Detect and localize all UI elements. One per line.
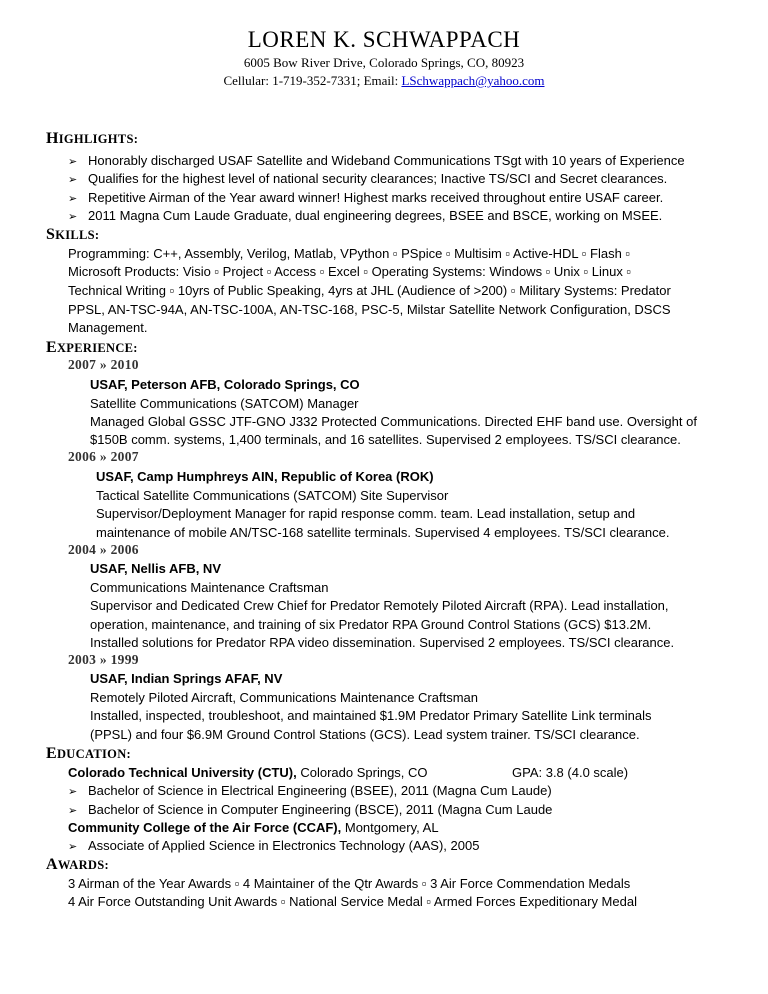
skills-heading: SKILLS: bbox=[46, 226, 100, 243]
skills-line: Management. bbox=[68, 320, 148, 335]
list-item: ➢ Bachelor of Science in Electrical Engineering (BSEE), 2011 (Magna Cum Laude) bbox=[68, 783, 552, 798]
job-org: USAF, Camp Humphreys AIN, Republic of Korea (ROK) bbox=[96, 469, 434, 484]
job-title: Remotely Piloted Aircraft, Communications Maintenance Craftsman bbox=[90, 690, 478, 705]
experience-heading: EXPERIENCE: bbox=[46, 339, 138, 356]
job-desc: $150B comm. systems, 1,400 terminals, and 16 satellites. Supervised 2 employees. TS/SCI clearance. bbox=[90, 432, 681, 447]
school-line bbox=[68, 764, 428, 782]
job-desc: Installed solutions for Predator RPA video dissemination. Supervised 2 employees. TS/SCI clearance. bbox=[90, 635, 675, 650]
job-org: USAF, Indian Springs AFAF, NV bbox=[90, 671, 283, 686]
skills-line: Microsoft Products: Visio ▫ Project ▫ Access ▫ Excel ▫ Operating Systems: Windows ▫ Unix ▫ Linux ▫ bbox=[68, 264, 632, 279]
awards-heading: AWARDS: bbox=[46, 856, 109, 873]
job-dates: 2004 » 2006 bbox=[68, 542, 139, 557]
awards-line: 4 Air Force Outstanding Unit Awards ▫ National Service Medal ▫ Armed Forces Expeditionary Medal bbox=[68, 894, 637, 909]
skills-line: PPSL, AN-TSC-94A, AN-TSC-100A, AN-TSC-168, PSC-5, Milstar Satellite Network Configuration, DSCS bbox=[68, 302, 671, 317]
job-dates: 2007 » 2010 bbox=[68, 357, 139, 372]
list-item: ➢ Bachelor of Science in Computer Engineering (BSCE), 2011 (Magna Cum Laude bbox=[68, 802, 553, 817]
awards-line: 3 Airman of the Year Awards ▫ 4 Maintainer of the Qtr Awards ▫ 3 Air Force Commendation Medals bbox=[68, 876, 631, 891]
list-item: ➢ Associate of Applied Science in Electronics Technology (AAS), 2005 bbox=[68, 838, 480, 853]
resume-header bbox=[0, 0, 768, 90]
job-desc: Supervisor and Dedicated Crew Chief for Predator Remotely Piloted Aircraft (RPA). Lead installation, bbox=[90, 598, 669, 613]
job-desc: Installed, inspected, troubleshoot, and maintained $1.9M Predator Primary Satellite Link terminals bbox=[90, 708, 652, 723]
school-location: Colorado Springs, CO bbox=[296, 765, 428, 780]
school-line bbox=[68, 819, 439, 837]
list-item: ➢ Honorably discharged USAF Satellite and Wideband Communications TSgt with 10 years of Experience bbox=[68, 153, 685, 168]
list-item: ➢ 2011 Magna Cum Laude Graduate, dual engineering degrees, BSEE and BSCE, working on MSEE. bbox=[68, 208, 663, 223]
job-title: Communications Maintenance Craftsman bbox=[90, 580, 329, 595]
job-desc: Managed Global GSSC JTF-GNO J332 Protected Communications. Directed EHF band use. Oversight of bbox=[90, 414, 697, 429]
job-dates: 2003 » 1999 bbox=[68, 652, 139, 667]
education-heading: EDUCATION: bbox=[46, 745, 131, 762]
job-desc: operation, maintenance, and training of six Predator RPA Ground Control Stations (GCS) $13.2M. bbox=[90, 617, 652, 632]
list-item: ➢ Repetitive Airman of the Year award winner! Highest marks received throughout entire USAF career. bbox=[68, 190, 664, 205]
school-name: Colorado Technical University (CTU), bbox=[68, 765, 297, 780]
job-title: Satellite Communications (SATCOM) Manager bbox=[90, 396, 359, 411]
contact-line bbox=[0, 72, 768, 90]
job-org: USAF, Peterson AFB, Colorado Springs, CO bbox=[90, 377, 360, 392]
job-org: USAF, Nellis AFB, NV bbox=[90, 561, 221, 576]
job-desc: (PPSL) and four $6.9M Ground Control Stations (GCS). Lead system trainer. TS/SCI clearance. bbox=[90, 727, 640, 742]
school-location: Montgomery, AL bbox=[341, 820, 439, 835]
contact-phone: Cellular: 1-719-352-7331; Email: bbox=[223, 73, 402, 88]
job-dates: 2006 » 2007 bbox=[68, 449, 139, 464]
address-line: 6005 Bow River Drive, Colorado Springs, CO, 80923 bbox=[243, 55, 525, 70]
gpa: GPA: 3.8 (4.0 scale) bbox=[512, 765, 629, 780]
highlights-heading: HIGHLIGHTS: bbox=[46, 130, 139, 147]
job-desc: Supervisor/Deployment Manager for rapid response comm. team. Lead installation, setup and bbox=[96, 506, 636, 521]
job-desc: maintenance of mobile AN/TSC-168 satellite terminals. Supervised 4 employees. TS/SCI clearance. bbox=[96, 525, 670, 540]
email-link[interactable]: LSchwappach@yahoo.com bbox=[401, 73, 545, 88]
school-name: Community College of the Air Force (CCAF), bbox=[68, 820, 342, 835]
list-item: ➢ Qualifies for the highest level of national security clearances; Inactive TS/SCI and Secret clearances. bbox=[68, 171, 668, 186]
candidate-name: LOREN K. SCHWAPPACH bbox=[247, 27, 521, 52]
job-title: Tactical Satellite Communications (SATCOM) Site Supervisor bbox=[96, 488, 449, 503]
skills-line: Technical Writing ▫ 10yrs of Public Speaking, 4yrs at JHL (Audience of >200) ▫ Military Systems: Predator bbox=[68, 283, 671, 298]
skills-line: Programming: C++, Assembly, Verilog, Matlab, VPython ▫ PSpice ▫ Multisim ▫ Active-HDL ▫ Flash ▫ bbox=[68, 246, 631, 261]
